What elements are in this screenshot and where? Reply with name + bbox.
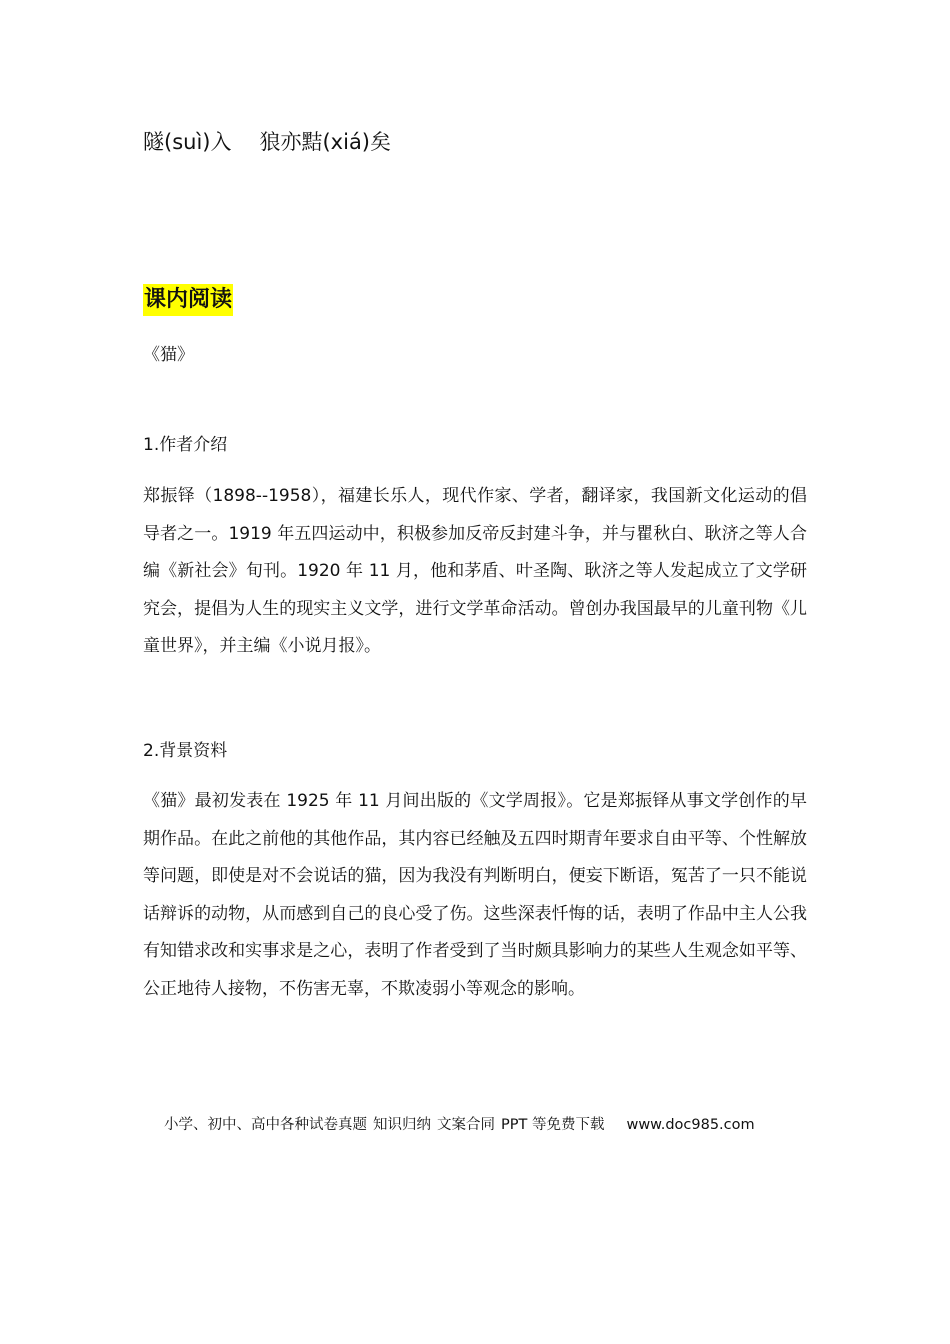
footer-url-link[interactable]: www.doc985.com (626, 1117, 755, 1133)
vocab-item-2: 狼亦黠(xiá)矣 (259, 130, 392, 154)
work-title: 《猫》 (143, 345, 194, 365)
footer-text-4: PPT 等免费下载 (501, 1117, 605, 1133)
author-intro-paragraph: 郑振铎（1898--1958），福建长乐人，现代作家、学者，翻译家，我国新文化运动的倡导者之一。1919 年五四运动中，积极参加反帝反封建斗争，并与瞿秋白、耿济之等人合编《新社会》旬刊。1920 年 11 月，他和茅盾、叶圣陶、耿济之等人发起成立了文学研究会，提倡为人生的现实主义文学，进行文学革命活动。曾创办我国最早的儿童刊物《儿童世界》，并主编《小说月报》。 (143, 486, 807, 656)
author-intro-heading: 1.作者介绍 (143, 435, 228, 455)
footer-text-1: 小学、初中、高中各种试卷真题 (164, 1117, 367, 1133)
footer (164, 1113, 755, 1137)
footer-text-3: 文案合同 (437, 1117, 495, 1133)
background-heading: 2.背景资料 (143, 741, 228, 761)
vocab-line (143, 126, 391, 158)
vocab-item-1: 隧(suì)入 (143, 130, 232, 154)
background-paragraph: 《猫》最初发表在 1925 年 11 月间出版的《文学周报》。它是郑振铎从事文学创作的早期作品。在此之前他的其他作品，其内容已经触及五四时期青年要求自由平等、个性解放等问题，即使是对不会说话的猫，因为我没有判断明白，便妄下断语，冤苦了一只不能说话辩诉的动物，从而感到自己的良心受了伤。这些深表忏悔的话，表明了作品中主人公我有知错求改和实事求是之心，表明了作者受到了当时颇具影响力的某些人生观念如平等、公正地待人接物，不伤害无辜，不欺凌弱小等观念的影响。 (143, 791, 807, 999)
section-heading: 课内阅读 (143, 284, 233, 316)
footer-text-2: 知识归纳 (373, 1117, 431, 1133)
